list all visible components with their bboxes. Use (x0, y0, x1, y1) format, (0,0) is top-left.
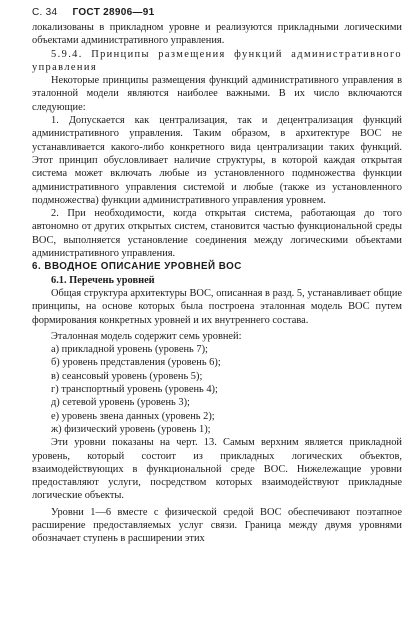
subsection-number: 5.9.4. (51, 48, 83, 60)
paragraph-principle-1: 1. Допускается как централизация, так и децентрализация функций административного управления. Таким образом, в архитектуре ВОС не устанавливается какого-либо конкретного вида централизации таких функций. Этот принцип обусловливает наличие структуры, в которой каждая открытая система может включать любые из установленного подмножества функции административного управления системой и любые (также из установленного подмножества) функции административного управления уровнем. (32, 115, 402, 206)
subsection-heading-6-1: 6.1. Перечень уровней (51, 274, 155, 286)
paragraph-principle-2: 2. При необходимости, когда открытая система, работающая до того автономно от других открытых систем, становится частью функциональной среды ВОС, выполняется установление соединения между логическими объектами административного управления. (32, 208, 402, 260)
page-number: С. 34 (32, 7, 58, 18)
subsection-heading-5-9-4 (32, 48, 402, 75)
paragraph-seven-levels: Эталонная модель содержит семь уровней: (51, 330, 242, 342)
list-item: ж) физический уровень (уровень 1); (51, 423, 211, 435)
list-item: д) сетевой уровень (уровень 3); (51, 397, 190, 409)
standard-code: ГОСТ 28906—91 (72, 7, 155, 18)
list-item: а) прикладной уровень (уровень 7); (51, 344, 208, 356)
list-item: б) уровень представления (уровень 6); (51, 357, 221, 369)
list-item: е) уровень звена данных (уровень 2); (51, 410, 215, 422)
list-item: в) сеансовый уровень (уровень 5); (51, 370, 203, 382)
paragraph-architecture: Общая структура архитектуры ВОС, описанная в разд. 5, устанавливает общие принципы, на основе которых была построена эталонная модель ВОС путем формирования конкретных уровней и их внутреннего состава. (32, 287, 402, 326)
paragraph-levels-diagram: Эти уровни показаны на черт. 13. Самым верхним является прикладной уровень, который состоит из прикладных логических объектов, взаимодействующих в функциональной среде ВОС. Нижележащие уровни предоставляют услуги, посредством которых взаимодействуют прикладные логические объекты. (32, 437, 402, 502)
list-item: г) транспортный уровень (уровень 4); (51, 384, 218, 396)
paragraph-continuation: локализованы в прикладном уровне и реализуются прикладными логическими объектами административного управления. (32, 22, 402, 47)
subsection-title: Принципы размещения функций административного управления (32, 48, 403, 73)
levels-list (32, 343, 402, 436)
section-heading-6: 6. ВВОДНОЕ ОПИСАНИЕ УРОВНЕЙ ВОС (32, 261, 242, 273)
paragraph-levels-1-6: Уровни 1—6 вместе с физической средой ВОС обеспечивают поэтапное расширение предоставляемых услуг связи. Граница между двумя уровнями обозначает ступень в расширении этих (32, 506, 402, 545)
paragraph-intro-principles: Некоторые принципы размещения функций административного управления в эталонной модели являются наиболее важными. В их число включаются следующие: (32, 75, 402, 113)
page-header (32, 6, 155, 19)
page-content (32, 21, 402, 546)
